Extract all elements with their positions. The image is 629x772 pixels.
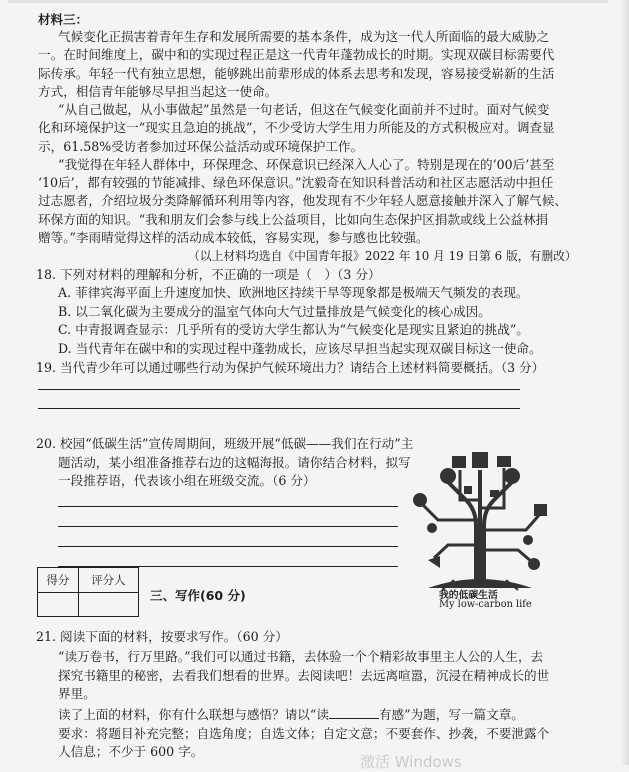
score-table-header-grader: 评分人 [78,568,138,593]
q19-answer-line-1 [38,389,520,390]
q19-answer-line-2 [38,408,520,409]
material3-line-9: ‘10后’，都有较强的节能减排、绿色环保意识。”沈毅奇在知识科普活动和社区志愿活动中担任 [38,175,554,190]
material3-line-7: 示，61.58%受访者参加过环保公益活动或环境保护工作。 [38,139,364,154]
q21-stem: 21. 阅读下面的材料，按要求写作。（60 分） [36,629,288,644]
material3-line-8: “我觉得在年轻人群体中，环保理念、环保意识已经深入人心了。特别是现在的‘00后’甚至 [58,157,555,172]
score-table-header-score: 得分 [38,568,79,593]
score-table-cell-score [38,592,79,617]
q20-answer-line-1 [58,506,398,507]
q20-line-3: 一段推荐语，代表该小组在班级交流。（6 分） [58,473,316,488]
material3-line-1: 气候变化正损害着青年生存和发展所需要的基本条件，成为这一代人所面临的最大威胁之 [58,29,550,44]
material-source: （以上材料均选自《中国青年报》2022 年 10 月 19 日第 6 版，有删改） [188,249,577,263]
material3-line-6: 化和环境保护这一“现实且急迫的挑战”，不少受访大学生用力所能及的方式积极应对。调查显 [38,120,555,135]
q21-material-line-2: 探究书籍里的秘密，去看我们想看的世界。去阅读吧！去远离喧嚣，沉浸在精神成长的世 [58,668,550,683]
q21-requirement-line-1: 要求：将题目补充完整；自选角度；自选文体；自定文意；不要套作、抄袭，不要泄露个 [58,726,550,741]
material3-line-2: 一。在时间维度上，碳中和的实现过程正是这一代青年蓬勃成长的时期。实现双碳目标需要代 [38,47,555,62]
low-carbon-poster [408,430,553,608]
q21-material-line-3: 界里。 [58,686,96,701]
q21-prompt [58,707,524,723]
q21-material-line-1: “读万卷书，行万里路。”我们可以通过书籍，去体验一个个精彩故事里主人公的人生，去 [58,649,544,664]
material3-line-10: 过志愿者，介绍垃圾分类降解循环利用等内容，他发现有不少年轻人愿意接触并深入了解气候、 [38,193,567,208]
material3-line-5: “从自己做起，从小事做起”虽然是一句老话，但这在气候变化面前并不过时。面对气候变 [58,102,550,117]
score-table-cell-grader [78,592,138,617]
q21-title-blank [329,707,379,719]
material3-line-4: 方式，相信青年能够尽早担当起这一使命。 [38,84,278,99]
material3-line-12: 赠等。”李雨晴觉得这样的活动成本较低，容易实现，参与感也比较强。 [38,230,429,245]
material3-title: 材料三： [38,12,89,27]
q20-answer-line-3 [58,546,398,547]
q18-stem: 18. 下列对材料的理解和分析，不正确的一项是（ ）（3 分） [36,267,381,282]
material3-line-3: 际传承。年轻一代有独立思想，能够跳出前辈形成的体系去思考和发现，容易接受崭新的生活 [38,66,555,81]
score-table [37,567,139,617]
q20-answer-line-2 [58,526,398,527]
q20-line-2: 题活动，某小组准备推荐右边的这幅海报。请你结合材料，拟写 [58,455,411,470]
q21-prompt-after: 有感”为题，写一篇文章。 [378,707,524,722]
poster-caption-en: My low-carbon life [439,599,532,610]
q19-stem: 19. 当代青少年可以通过哪些行动为保护气候环境出力？请结合上述材料简要概括。（3 分） [36,360,545,375]
q21-requirement-line-2: 人信息；不少于 600 字。 [58,744,204,759]
page-fold-shadow [8,0,608,3]
q21-prompt-before: 读了上面的材料，你有什么联想与感悟？请以“读 [58,707,329,722]
writing-section-title: 三、写作(60 分) [150,588,246,603]
activation-watermark: 激活 Windows [360,753,462,771]
q18-option-b: B. 以二氧化碳为主要成分的温室气体向大气过量排放是气候变化的核心成因。 [58,304,491,319]
poster-caption-cn: 我的低碳生活 [439,590,498,601]
q18-option-c: C. 中青报调查显示：几乎所有的受访大学生都认为“气候变化是现实且紧迫的挑战”。 [58,322,529,337]
q18-option-d: D. 当代青年在碳中和的实现过程中蓬勃成长，应该尽早担当起实现双碳目标这一使命。 [58,341,542,356]
page-edge-shadow [621,0,629,765]
material3-line-11: 环保方面的知识。“我和朋友们会参与线上公益项目，比如向生态保护区捐款或线上公益林捐 [38,212,549,227]
q18-option-a: A. 菲律宾海平面上升速度加快、欧洲地区持续干旱等现象都是极端天气频发的表现。 [58,285,529,300]
q20-line-1: 20. 校园“低碳生活”宣传周期间，班级开展“低碳——我们在行动”主 [36,436,414,451]
